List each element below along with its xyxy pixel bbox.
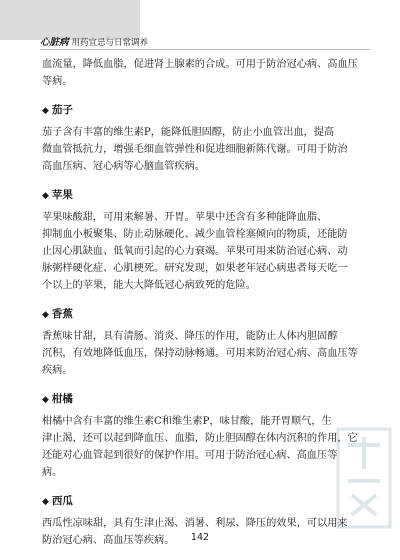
library-watermark-stamp [332,425,396,535]
diamond-bullet-icon: ◆ [42,310,49,320]
book-title-sub: 用药宜忌与日常调养 [71,38,149,48]
page-body [42,56,360,549]
section-heading-text: 苹果 [51,189,73,201]
body-text-line: 抑制血小板聚集、防止动脉硬化、减少血管栓塞倾向的物质，还能防 [42,229,348,240]
page-header [0,0,400,62]
header-rule [40,49,370,50]
food-sections [42,102,360,549]
watermark-strokes [348,437,380,515]
section-heading-text: 柑橘 [51,393,73,405]
diamond-bullet-icon: ◆ [42,191,49,201]
body-text-line: 还能对心血管起到很好的保护作用。可用于防治冠心病、高血压等 [42,450,338,461]
section-heading-text: 茄子 [51,104,73,116]
body-text-line: 个以上的苹果，能大大降低冠心病致死的危险。 [42,280,256,291]
body-text-line: 沉积，有效地降低血压，保持动脉畅通。可用来防治冠心病、高血压等 [42,348,358,359]
body-text-line: 茄子含有丰富的维生素P，能降低胆固醇，防止小血管出血，提高 [42,127,335,138]
body-text-line: 香蕉味甘甜，具有清肠、消炎、降压的作用，能防止人体内胆固醇 [42,331,338,342]
body-text-line: 止因心肌缺血、低氧而引起的心力衰竭。苹果可用来防治冠心病、动 [42,246,348,257]
body-text-line: 柑橘中含有丰富的维生素C和维生素P，味甘酸，能开胃顺气，生 [42,416,332,427]
body-text-line: 微血管抵抗力，增强毛细血管弹性和促进细胞新陈代谢。可用于防治 [42,144,348,155]
section-heading-text: 西瓜 [51,495,73,507]
body-text-line: 防治冠心病、高血压等疾病。 [42,535,175,546]
running-header [40,34,148,48]
body-text-line: 苹果味酸甜，可用来解暑、开胃。苹果中还含有多种能降血脂、 [42,212,328,223]
diamond-bullet-icon: ◆ [42,395,49,405]
body-text-line: 病。 [42,467,63,478]
section-heading-text: 香蕉 [51,308,73,320]
diamond-bullet-icon: ◆ [42,497,49,507]
body-text-line: 津止渴，还可以起到降血压、血脂，防止胆固醇在体内沉积的作用，它 [42,433,358,444]
body-text-line: 高血压病、冠心病等心脑血管疾病。 [42,161,205,172]
page-number: 142 [190,532,210,543]
body-text-line: 疾病。 [42,365,73,376]
section-heading [42,493,360,511]
diamond-bullet-icon: ◆ [42,106,49,116]
section-heading [42,391,360,409]
section-heading [42,306,360,324]
body-text-line: 西瓜性凉味甜，具有生津止渴、消暑、利尿、降压的效果，可以用来 [42,518,348,529]
intro-paragraph: 血流量，降低血脂，促进肾上腺素的合成。可用于防治冠心病、高血压等病。 [42,59,358,87]
book-title-main: 心脏病 [40,37,69,48]
section-heading [42,187,360,205]
body-text-line: 脉粥样硬化症、心肌梗死。研究发现，如果老年冠心病患者每天吃一 [42,263,348,274]
section-heading [42,102,360,120]
